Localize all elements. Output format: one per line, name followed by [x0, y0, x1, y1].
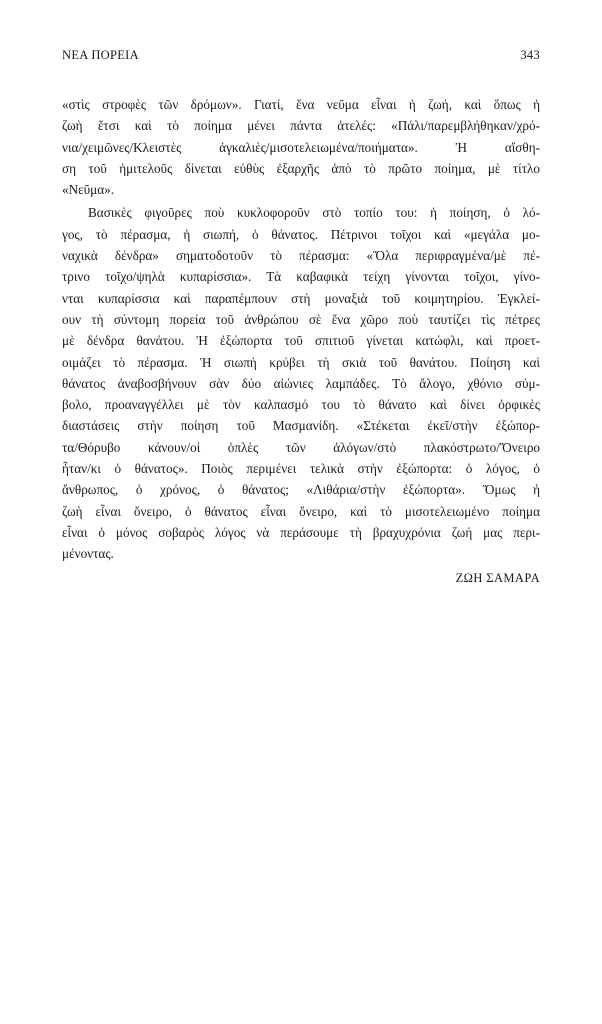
text-line: τρινο τοῖχο/ψηλὰ κυπαρίσσια». Τὰ καβαφικὰ τείχη γίνονται τοῖχοι, γίνο- [62, 269, 540, 285]
text-line: μένοντας. [62, 546, 114, 562]
text-line: βολο, προαναγγέλλει μὲ τὸν καλπασμό του τὸ θάνατο καὶ δίνει ὀρφικὲς [62, 397, 540, 413]
paragraph-1 [62, 94, 540, 200]
text-line: ναχικὰ δένδρα» σηματοδοτοῦν τὸ πέρασμα: «Ὅλα περιφραγμένα/μὲ πέ- [62, 248, 540, 264]
text-line: τα/Θόρυβο κάνουν/οἱ ὁπλὲς τῶν ἀλόγων/στὸ πλακόστρωτο/Ὄνειρο [62, 439, 540, 455]
text-line: «στὶς στροφὲς τῶν δρόμων». Γιατί, ἕνα νεῦμα εἶναι ἡ ζωή, καὶ ὅπως ἡ [62, 97, 540, 112]
text-line: ουν τὴ σύντομη πορεία τοῦ ἀνθρώπου σὲ ἕνα χῶρο ποὺ ταυτίζει τὶς πέτρες [62, 311, 540, 327]
text-line: «Νεῦμα». [62, 182, 115, 198]
text-line: ση τοῦ ἡμιτελοῦς δίνεται εὐθὺς ἐξαρχῆς ἀπὸ τὸ πρῶτο ποίημα, μὲ τίτλο [62, 160, 540, 176]
text-line: ζωὴ εἶναι ὄνειρο, ὁ θάνατος εἶναι ὄνειρο, καὶ τὸ μισοτελειωμένο ποίημα [62, 503, 540, 519]
text-line: διαστάσεις στὴν ποίηση τοῦ Μασμανίδη. «Στέκεται ἐκεῖ/στὴν ἐξώπορ- [62, 418, 540, 434]
text-line: μὲ δένδρα θανάτου. Ἡ ἐξώπορτα τοῦ σπιτιοῦ γίνεται κατώφλι, καὶ προετ- [62, 333, 540, 349]
text-line: εἶναι ὁ μόνος σοβαρὸς λόγος νὰ περάσουμε τὴ βραχυχρόνια ζωή μας περι- [62, 524, 540, 540]
text-line: θάνατος ἀναβοσβήνουν σὰν δύο αἰώνιες λαμπάδες. Τὸ ἄλογο, χθόνιο σύμ- [62, 375, 540, 391]
text-line: ἦταν/κι ὁ θάνατος». Ποιὸς περιμένει τελικὰ στὴν ἐξώπορτα: ὁ λόγος, ὁ [62, 461, 540, 477]
paragraph-2 [62, 202, 540, 564]
text-line: ἄνθρωπος, ὁ χρόνος, ὁ θάνατος; «Λιθάρια/στὴν ἐξώπορτα». Ὅμως ἡ [62, 482, 540, 498]
text-line: νται κυπαρίσσια καὶ παραπέμπουν στὴ μοναξιὰ τοῦ κοιμητηρίου. Ἐγκλεί- [62, 290, 540, 306]
author-signature: ΖΩΗ ΣΑΜΑΡΑ [455, 571, 540, 585]
running-title: ΝΕΑ ΠΟΡΕΙΑ [62, 48, 139, 62]
text-line: νια/χειμῶνες/Κλειστὲς ἀγκαλιὲς/μισοτελειωμένα/ποιήματα». Ἡ αἴσθη- [62, 139, 540, 155]
running-head [62, 48, 540, 68]
page-number: 343 [520, 48, 540, 62]
article-body [62, 94, 540, 565]
text-line: γος, τὸ πέρασμα, ἡ σιωπή, ὁ θάνατος. Πέτρινοι τοῖχοι καὶ «μεγάλα μο- [62, 226, 540, 242]
text-line: Βασικὲς φιγοῦρες ποὺ κυκλοφοροῦν στὸ τοπίο του: ἡ ποίηση, ὁ λό- [88, 205, 540, 221]
text-line: οιμάζει τὸ πέρασμα. Ἡ σιωπὴ κρύβει τὴ σκιὰ τοῦ θανάτου. Ποίηση καὶ [62, 354, 540, 370]
text-line: ζωὴ ἔτσι καὶ τὸ ποίημα μένει πάντα ἀτελές: «Πάλι/παρεμβλήθηκαν/χρό- [62, 118, 540, 134]
